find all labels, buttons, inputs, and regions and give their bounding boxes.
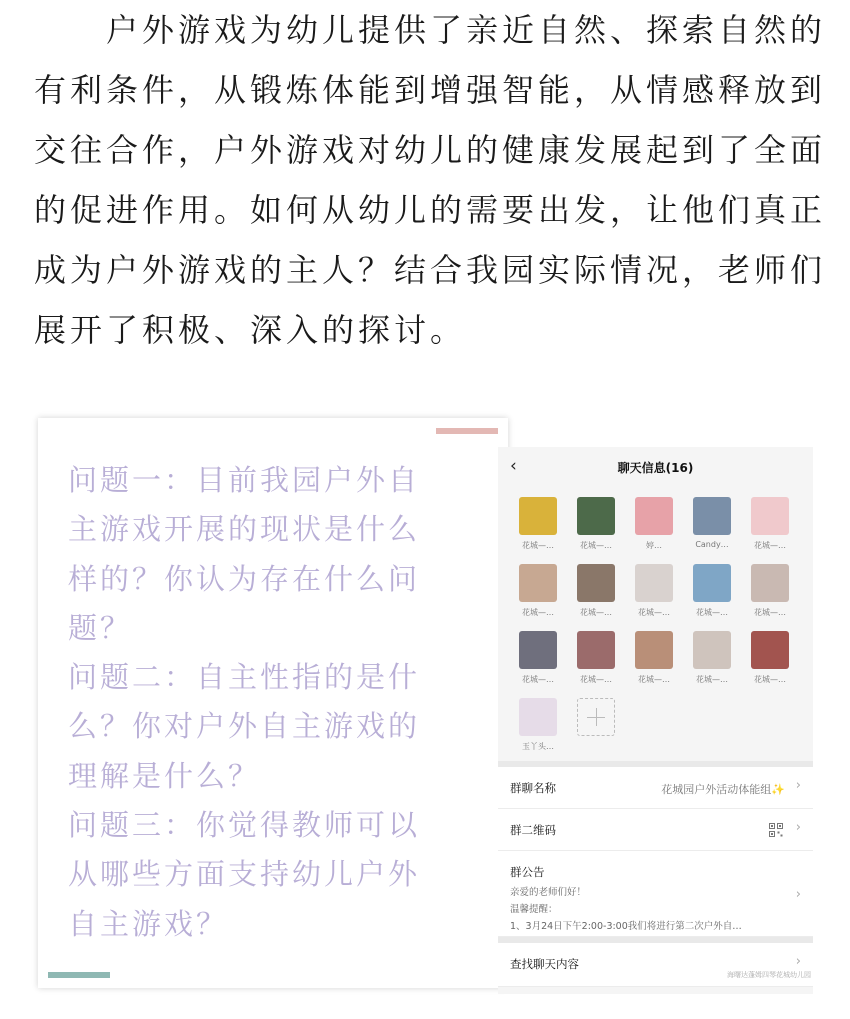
plus-icon (577, 698, 615, 736)
member-name: 花城—… (754, 675, 786, 684)
qr-code-label: 群二维码 (510, 823, 556, 837)
member-name: 玉丫头… (522, 742, 554, 751)
group-name-value: 花城园户外活动体能组✨ (661, 783, 785, 796)
member-item[interactable] (632, 497, 676, 551)
intro-line: 展开了积极、深入的探讨。 (34, 311, 467, 349)
member-name: Candy… (695, 540, 729, 549)
avatar (635, 497, 673, 535)
avatar (693, 497, 731, 535)
group-notice-row[interactable] (498, 851, 813, 937)
question-line: 自主游戏？ (68, 906, 229, 941)
question-list (68, 456, 488, 949)
intro-line: 成为户外游戏的主人？结合我园实际情况，老师们 (34, 251, 827, 289)
question-line: 从哪些方面支持幼儿户外 (68, 857, 421, 892)
member-item[interactable] (632, 631, 676, 685)
member-name: 花城—… (754, 541, 786, 550)
question-line: 样的？你认为存在什么问 (68, 561, 421, 596)
member-name: 花城—… (522, 541, 554, 550)
chevron-right-icon: › (795, 778, 801, 793)
notice-line: 1、3月24日下午2:00-3:00我们将进行第二次户外自… (510, 921, 742, 932)
group-name-label: 群聊名称 (510, 781, 556, 795)
question-line: 主游戏开展的现状是什么 (68, 512, 421, 547)
chat-info-screenshot (498, 447, 813, 994)
avatar (751, 497, 789, 535)
card-accent-bottom (48, 972, 110, 978)
member-name: 花城—… (580, 608, 612, 617)
member-item[interactable] (690, 564, 734, 618)
avatar (577, 497, 615, 535)
avatar (693, 564, 731, 602)
member-name: 花城—… (638, 608, 670, 617)
avatar (751, 564, 789, 602)
member-item[interactable] (574, 564, 618, 618)
member-name: 花城—… (580, 541, 612, 550)
intro-line: 交往合作，户外游戏对幼儿的健康发展起到了全面 (34, 131, 827, 169)
member-name: 花城—… (696, 675, 728, 684)
intro-line: 有利条件，从锻炼体能到增强智能，从情感释放到 (34, 71, 827, 109)
member-item[interactable] (516, 698, 560, 752)
watermark: 海曙达蓬姆四琴花城幼儿园 (727, 971, 811, 979)
avatar (519, 698, 557, 736)
search-chat-label: 查找聊天内容 (510, 957, 579, 971)
group-notice-label: 群公告 (510, 865, 545, 879)
member-name: 花城—… (522, 675, 554, 684)
member-item[interactable] (516, 497, 560, 551)
question-line: 问题三：你觉得教师可以 (68, 808, 421, 843)
avatar (519, 497, 557, 535)
avatar (577, 564, 615, 602)
chevron-right-icon: › (795, 820, 801, 835)
intro-line: 的促进作用。如何从幼儿的需要出发，让他们真正 (34, 191, 827, 229)
intro-paragraph (34, 0, 827, 360)
search-chat-row[interactable] (498, 943, 813, 987)
chat-info-title: 聊天信息(16) (617, 461, 694, 475)
member-item[interactable] (690, 631, 734, 685)
question-line: 问题二：自主性指的是什 (68, 660, 421, 695)
avatar (519, 631, 557, 669)
notice-line: 亲爱的老师们好！ (510, 887, 587, 898)
member-name: 花城—… (754, 608, 786, 617)
add-member-button[interactable] (574, 698, 618, 736)
member-item[interactable] (574, 497, 618, 551)
avatar (519, 564, 557, 602)
chevron-right-icon: › (795, 887, 801, 902)
qr-code-row[interactable] (498, 809, 813, 851)
avatar (577, 631, 615, 669)
question-line: 理解是什么？ (68, 758, 261, 793)
member-name: 花城—… (522, 608, 554, 617)
notice-line: 温馨提醒： (510, 904, 558, 915)
intro-line: 户外游戏为幼儿提供了亲近自然、探索自然的 (34, 11, 827, 49)
avatar (751, 631, 789, 669)
chat-info-header (498, 447, 813, 487)
member-name: 花城—… (696, 608, 728, 617)
member-item[interactable] (748, 631, 792, 685)
member-name: 婷… (646, 541, 662, 550)
member-name: 花城—… (638, 675, 670, 684)
avatar (635, 631, 673, 669)
member-item[interactable] (516, 631, 560, 685)
question-line: 么？你对户外自主游戏的 (68, 709, 421, 744)
qr-code-icon (769, 823, 783, 837)
question-line: 问题一：目前我园户外自 (68, 463, 421, 497)
chevron-left-icon[interactable]: ‹ (510, 456, 517, 476)
member-item[interactable] (516, 564, 560, 618)
member-item[interactable] (748, 564, 792, 618)
avatar (635, 564, 673, 602)
member-name: 花城—… (580, 675, 612, 684)
member-item[interactable] (690, 497, 734, 549)
question-card (38, 418, 508, 988)
member-grid (498, 487, 813, 757)
card-accent-top (436, 428, 498, 434)
question-line: 题？ (68, 610, 133, 645)
member-item[interactable] (748, 497, 792, 551)
group-name-row[interactable] (498, 767, 813, 809)
chevron-right-icon: › (795, 954, 801, 969)
avatar (693, 631, 731, 669)
member-item[interactable] (574, 631, 618, 685)
member-item[interactable] (632, 564, 676, 618)
